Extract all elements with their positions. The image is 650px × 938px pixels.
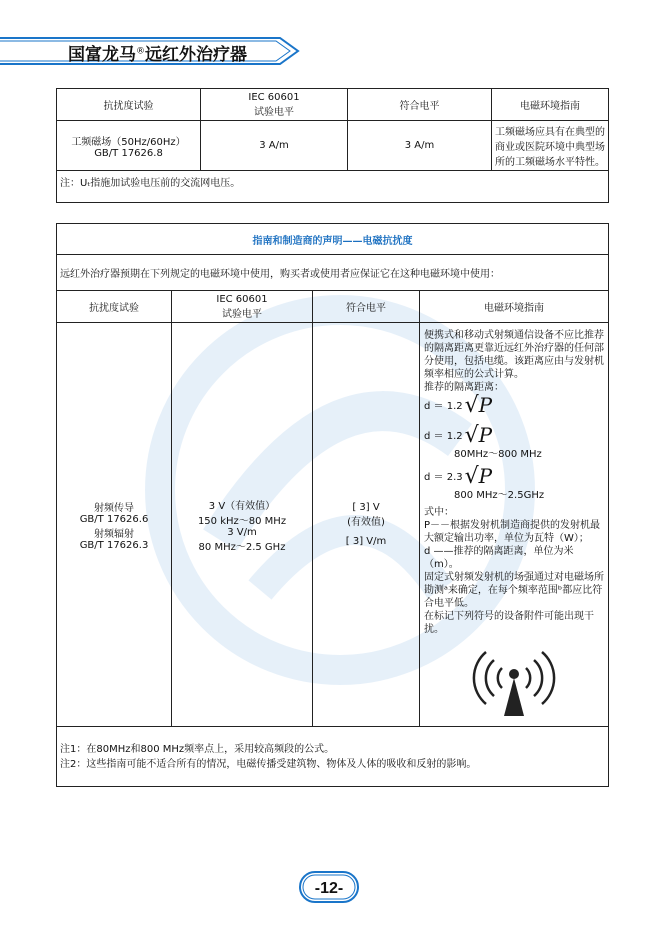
freq-range-2: 80MHz～800 MHz	[454, 449, 542, 460]
col-header-iec: IEC 60601 试验电平	[201, 89, 348, 121]
table-note: 注：Uₜ指施加试验电压前的交流网电压。	[57, 171, 609, 203]
power-frequency-table	[56, 88, 609, 203]
test-cell: 工频磁场（50Hz/60Hz） GB/T 17626.8	[57, 121, 201, 171]
compliance-cell: [ 3] V (有效值) [ 3] V/m	[313, 323, 420, 727]
page-number-badge	[298, 870, 360, 904]
table-notes: 注1：在80MHz和800 MHz频率点上，采用较高频段的公式。 注2：这些指南可能不适合所有的情况，电磁传播受建筑物、物体及人体的吸收和反射的影响。	[57, 727, 609, 787]
rf-immunity-table	[56, 223, 609, 787]
table-intro: 远红外治疗器预期在下列规定的电磁环境中使用，购买者或使用者应保证它在这种电磁环境中使用：	[57, 255, 609, 291]
formula-3: d ＝ 2.3 √P	[424, 463, 493, 489]
header-title: 国富龙马®远红外治疗器	[68, 45, 247, 65]
compliance-cell: 3 A/m	[348, 121, 492, 171]
guide-cell: 工频磁场应具有在典型的商业或医院环境中典型场所的工频磁场水平特性。	[492, 121, 609, 171]
guide-cell: 便携式和移动式射频通信设备不应比推荐的隔离距离更靠近远红外治疗器的任何部分使用，包括电缆。该距离应由与发射机频率相应的公式计算。 推荐的隔离距离： d ＝ 1.2 √P d ＝ 1.2 √P 80MHz～800 MHz d ＝ 2.3 √P 800 MHz～2.5GHz 式中： P－－根据发射机制造商提供的发射机最大额定输出功率，单位为瓦特（W）； d ——推荐的隔离距离，单位为米（m）。 固定式射频发射机的场强通过对电磁场所勘测ᵃ来确定，在每个频率范围ᵇ都应比符合电平低。 在标记下列符号的设备附件可能出现干扰。	[420, 323, 609, 727]
col-header-iec: IEC 60601 试验电平	[172, 291, 313, 323]
col-header-guide: 电磁环境指南	[420, 291, 609, 323]
page-number: -12-	[314, 880, 344, 897]
iec-level-cell: 3 A/m	[201, 121, 348, 171]
iec-level-cell: 3 V（有效值） 150 kHz～80 MHz 3 V/m 80 MHz～2.5 GHz	[172, 323, 313, 727]
test-cell: 射频传导 GB/T 17626.6 射频辐射 GB/T 17626.3	[57, 323, 172, 727]
formula-2: d ＝ 1.2 √P	[424, 422, 493, 448]
col-header-test: 抗扰度试验	[57, 291, 172, 323]
col-header-test: 抗扰度试验	[57, 89, 201, 121]
col-header-compliance: 符合电平	[313, 291, 420, 323]
freq-range-3: 800 MHz～2.5GHz	[454, 490, 545, 501]
formula-1: d ＝ 1.2 √P	[424, 392, 493, 418]
radiation-warning-icon	[464, 644, 564, 720]
col-header-guide: 电磁环境指南	[492, 89, 609, 121]
col-header-compliance: 符合电平	[348, 89, 492, 121]
table-title: 指南和制造商的声明——电磁抗扰度	[57, 224, 609, 255]
